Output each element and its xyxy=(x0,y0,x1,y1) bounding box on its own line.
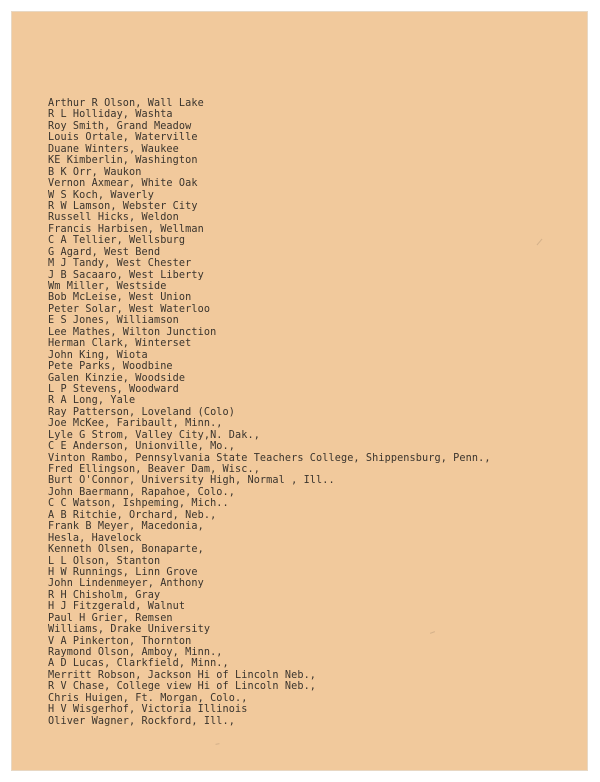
list-line: E S Jones, Williamson xyxy=(48,315,179,327)
list-line: Merritt Robson, Jackson Hi of Lincoln Neb., xyxy=(48,669,317,681)
list-line: Vernon Axmear, White Oak xyxy=(48,178,198,190)
list-line: R A Long, Yale xyxy=(48,395,136,407)
list-line: R L Holliday, Washta xyxy=(48,109,173,121)
list-line: Galen Kinzie, Woodside xyxy=(48,372,186,384)
list-line: C E Anderson, Unionville, Mo., xyxy=(48,441,236,453)
list-line: Russell Hicks, Weldon xyxy=(48,212,179,224)
list-line: John Lindenmeyer, Anthony xyxy=(48,578,204,590)
list-line: Vinton Rambo, Pennsylvania State Teachers College, Shippensburg, Penn., xyxy=(48,452,491,464)
list-line: Peter Solar, West Waterloo xyxy=(48,303,211,315)
list-line: A D Lucas, Clarkfield, Minn., xyxy=(48,658,229,670)
list-line: KE Kimberlin, Washington xyxy=(48,155,198,167)
list-line: Ray Patterson, Loveland (Colo) xyxy=(48,406,236,418)
list-line: A B Ritchie, Orchard, Neb., xyxy=(48,509,217,521)
list-line: Wm Miller, Westside xyxy=(48,281,167,292)
list-line: Raymond Olson, Amboy, Minn., xyxy=(48,647,223,658)
list-line: L P Stevens, Woodward xyxy=(48,383,179,395)
list-line: Duane Winters, Waukee xyxy=(48,143,179,155)
list-line: Francis Harbisen, Wellman xyxy=(48,223,204,235)
list-line: Fred Ellingson, Beaver Dam, Wisc., xyxy=(48,464,260,475)
list-line: John Baermann, Rapahoe, Colo., xyxy=(48,486,236,498)
typed-page xyxy=(12,12,587,770)
list-line: L L Olson, Stanton xyxy=(48,555,161,567)
list-line: Williams, Drake University xyxy=(48,624,211,636)
list-line: R W Lamson, Webster City xyxy=(48,200,198,212)
list-line: H V Wisgerhof, Victoria Illinois xyxy=(48,704,248,716)
list-line: C A Tellier, Wellsburg xyxy=(48,235,186,247)
list-line: Burt O'Connor, University High, Normal , Ill.. xyxy=(48,475,335,487)
list-line: Frank B Meyer, Macedonia, xyxy=(48,521,204,533)
list-line: Lyle G Strom, Valley City,N. Dak., xyxy=(48,429,260,441)
paper-speck xyxy=(537,239,543,246)
list-line: Bob McLeise, West Union xyxy=(48,292,192,304)
list-line: Pete Parks, Woodbine xyxy=(48,361,173,373)
list-line: Herman Clark, Winterset xyxy=(48,338,192,350)
list-line: G Agard, West Bend xyxy=(48,246,161,258)
list-line: Kenneth Olsen, Bonaparte, xyxy=(48,544,204,556)
list-line: M J Tandy, West Chester xyxy=(48,258,192,270)
paper-speck xyxy=(215,743,219,745)
list-line: Lee Mathes, Wilton Junction xyxy=(48,326,217,338)
list-line: B K Orr, Waukon xyxy=(48,166,142,178)
list-line: W S Koch, Waverly xyxy=(48,189,154,201)
list-line: Oliver Wagner, Rockford, Ill., xyxy=(48,715,236,727)
list-line: Arthur R Olson, Wall Lake xyxy=(48,98,204,109)
list-line: Joe McKee, Faribault, Minn., xyxy=(48,418,223,430)
list-line: Hesla, Havelock xyxy=(48,532,142,544)
list-line: H W Runnings, Linn Grove xyxy=(48,566,198,578)
list-line: J B Sacaaro, West Liberty xyxy=(48,269,204,281)
list-line: V A Pinkerton, Thornton xyxy=(48,635,192,647)
list-line: Roy Smith, Grand Meadow xyxy=(48,120,192,132)
list-line: John King, Wiota xyxy=(48,349,148,361)
list-line: R H Chisholm, Gray xyxy=(48,589,161,601)
list-line: Louis Ortale, Waterville xyxy=(48,132,198,144)
list-line: H J Fitzgerald, Walnut xyxy=(48,601,186,613)
list-line: Paul H Grier, Remsen xyxy=(48,612,173,624)
list-line: R V Chase, College view Hi of Lincoln Neb., xyxy=(48,681,317,693)
name-list xyxy=(48,98,491,727)
list-line: Chris Huigen, Ft. Morgan, Colo., xyxy=(48,692,248,704)
list-line: C C Watson, Ishpeming, Mich.. xyxy=(48,498,229,510)
